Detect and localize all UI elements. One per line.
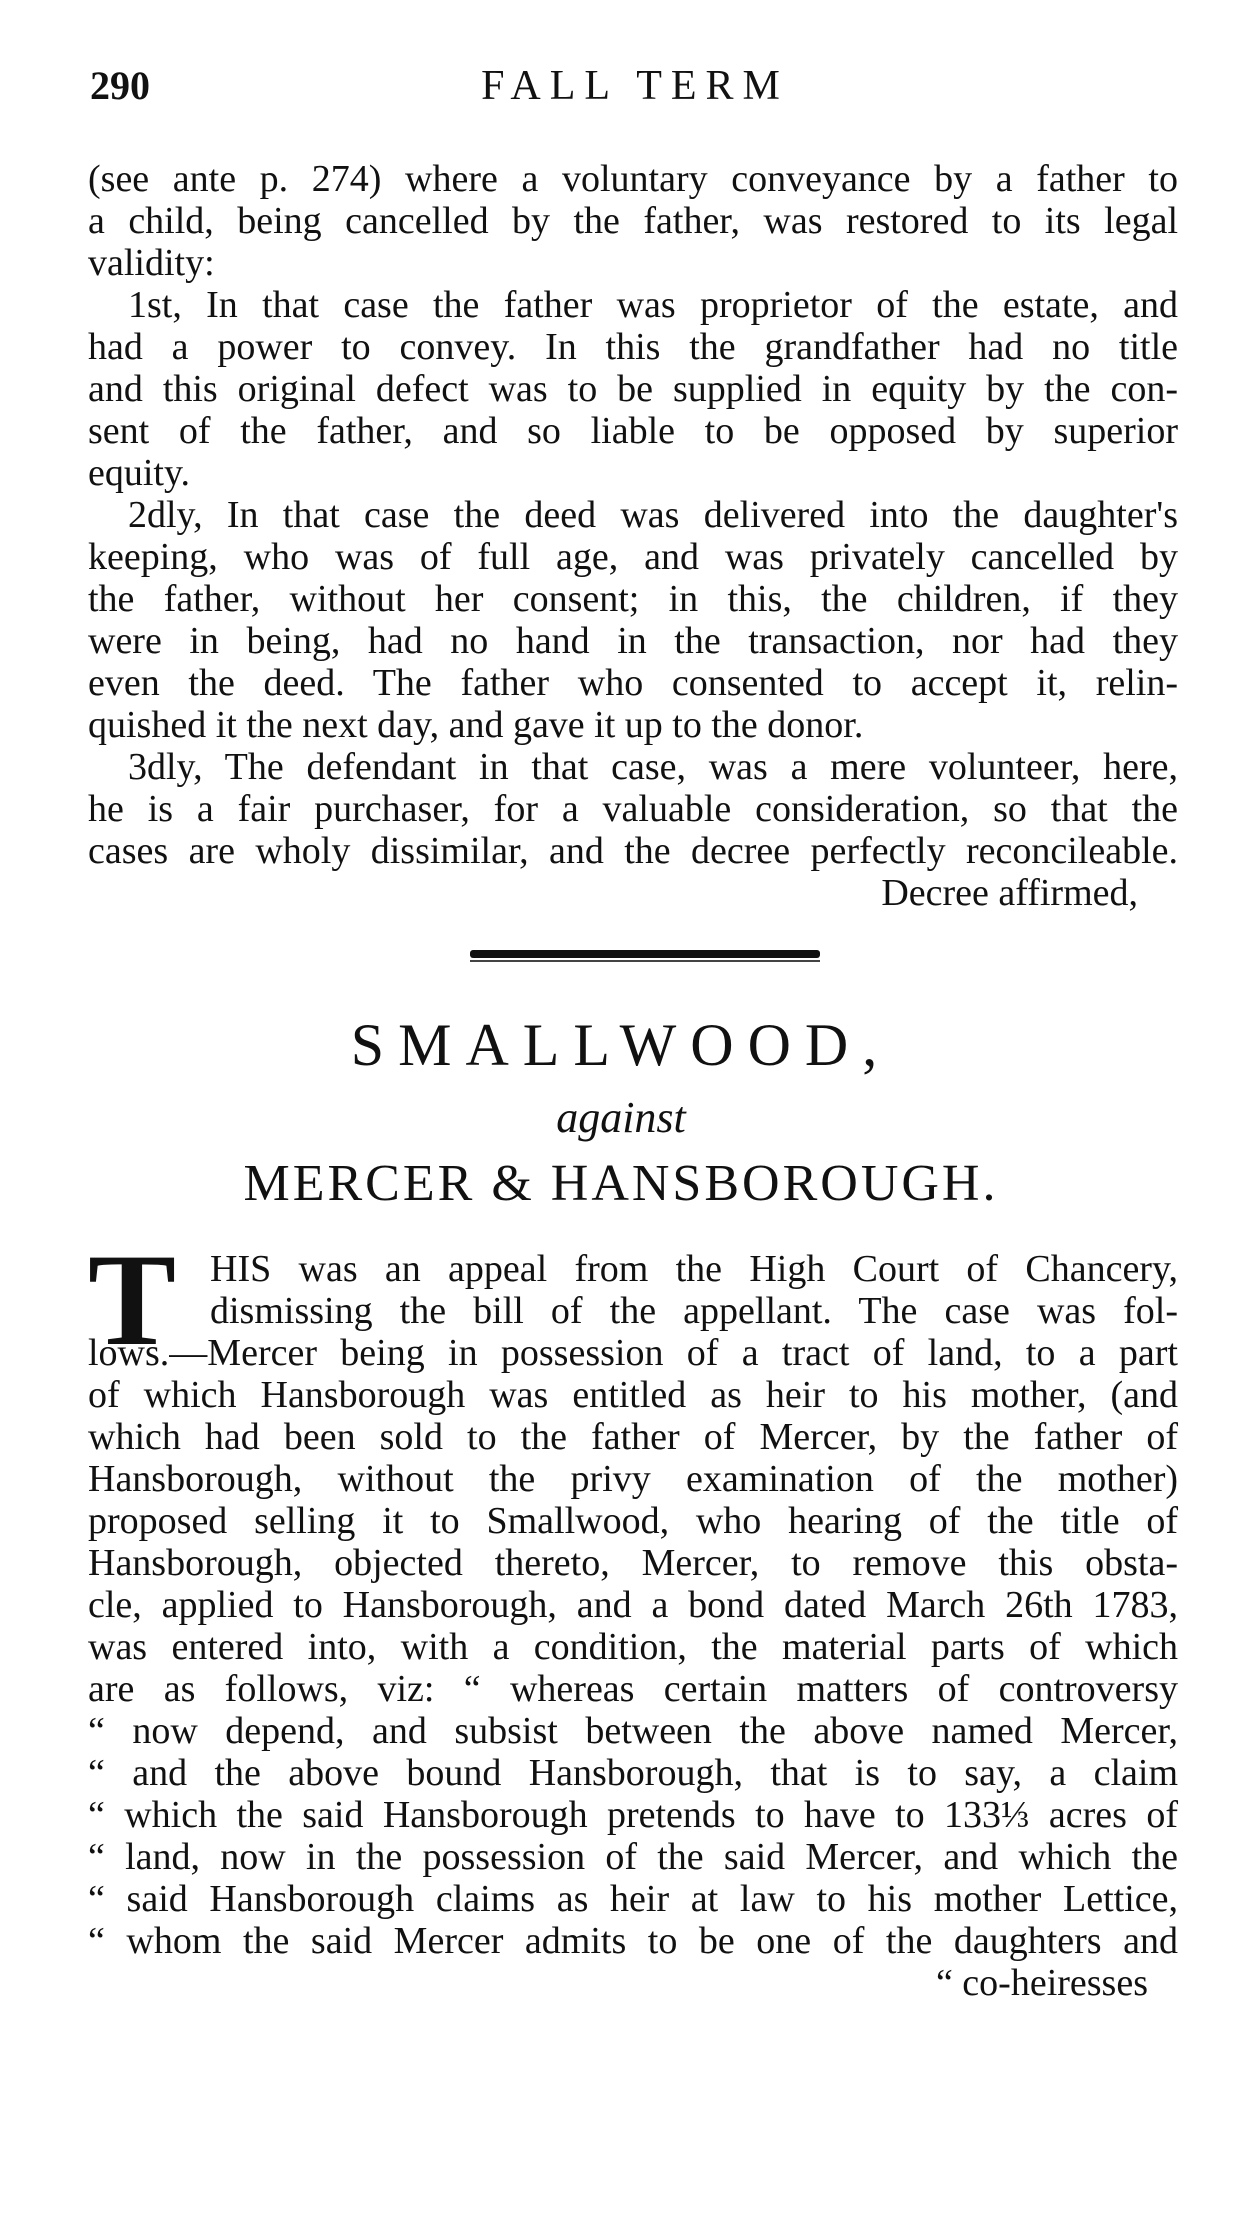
text-line: are as follows, viz: “ whereas certain matters of controversy [88, 1668, 1178, 1710]
text-line: dismissing the bill of the appellant. The case was fol- [210, 1290, 1178, 1332]
text-line: even the deed. The father who consented to accept it, relin- [88, 662, 1178, 704]
case-parties: MERCER & HANSBOROUGH. [243, 1155, 999, 1212]
text-line: proposed selling it to Smallwood, who hearing of the title of [88, 1500, 1178, 1542]
text-line: cases are wholy dissimilar, and the decree perfectly reconcileable. [88, 830, 1178, 872]
text-line: “ which the said Hansborough pretends to have to 133⅓ acres of [88, 1794, 1178, 1836]
catchword: “ co-heiresses [935, 1962, 1148, 2004]
text-line: the father, without her consent; in this, the children, if they [88, 578, 1178, 620]
decree-line: Decree affirmed, [881, 872, 1138, 914]
text-line: were in being, had no hand in the transaction, nor had they [88, 620, 1178, 662]
text-line: 3dly, The defendant in that case, was a mere volunteer, here, [128, 746, 1178, 788]
text-line: “ said Hansborough claims as heir at law to his mother Lettice, [88, 1878, 1178, 1920]
text-line: and this original defect was to be supplied in equity by the con- [88, 368, 1178, 410]
text-line: was entered into, with a condition, the material parts of which [88, 1626, 1178, 1668]
text-line: he is a fair purchaser, for a valuable consideration, so that the [88, 788, 1178, 830]
section-rule [470, 950, 820, 958]
text-line: 2dly, In that case the deed was delivered into the daughter's [128, 494, 1178, 536]
text-line: quished it the next day, and gave it up to the donor. [88, 704, 864, 746]
text-line: (see ante p. 274) where a voluntary conveyance by a father to [88, 158, 1178, 200]
text-line: Hansborough, objected thereto, Mercer, to remove this obsta- [88, 1542, 1178, 1584]
case-title: SMALLWOOD, [350, 1012, 892, 1078]
text-line: “ now depend, and subsist between the above named Mercer, [88, 1710, 1178, 1752]
text-line: Hansborough, without the privy examination of the mother) [88, 1458, 1178, 1500]
drop-cap: T [88, 1226, 177, 1373]
text-line: lows.—Mercer being in possession of a tract of land, to a part [88, 1332, 1178, 1374]
running-head [90, 62, 1180, 122]
text-line: 1st, In that case the father was proprietor of the estate, and [128, 284, 1178, 326]
text-line: sent of the father, and so liable to be opposed by superior [88, 410, 1178, 452]
text-line: HIS was an appeal from the High Court of Chancery, [210, 1248, 1178, 1290]
page-number: 290 [90, 63, 150, 108]
running-title: FALL TERM [481, 63, 789, 109]
case-against: against [556, 1093, 686, 1142]
text-line: “ whom the said Mercer admits to be one of the daughters and [88, 1920, 1178, 1962]
text-line: had a power to convey. In this the grandfather had no title [88, 326, 1178, 368]
text-line: keeping, who was of full age, and was privately cancelled by [88, 536, 1178, 578]
text-line: equity. [88, 452, 191, 494]
text-line: of which Hansborough was entitled as heir to his mother, (and [88, 1374, 1178, 1416]
text-line: which had been sold to the father of Mercer, by the father of [88, 1416, 1178, 1458]
text-line: validity: [88, 242, 215, 284]
text-line: cle, applied to Hansborough, and a bond dated March 26th 1783, [88, 1584, 1178, 1626]
text-line: “ land, now in the possession of the said Mercer, and which the [88, 1836, 1178, 1878]
text-line: a child, being cancelled by the father, was restored to its legal [88, 200, 1178, 242]
text-line: “ and the above bound Hansborough, that is to say, a claim [88, 1752, 1178, 1794]
